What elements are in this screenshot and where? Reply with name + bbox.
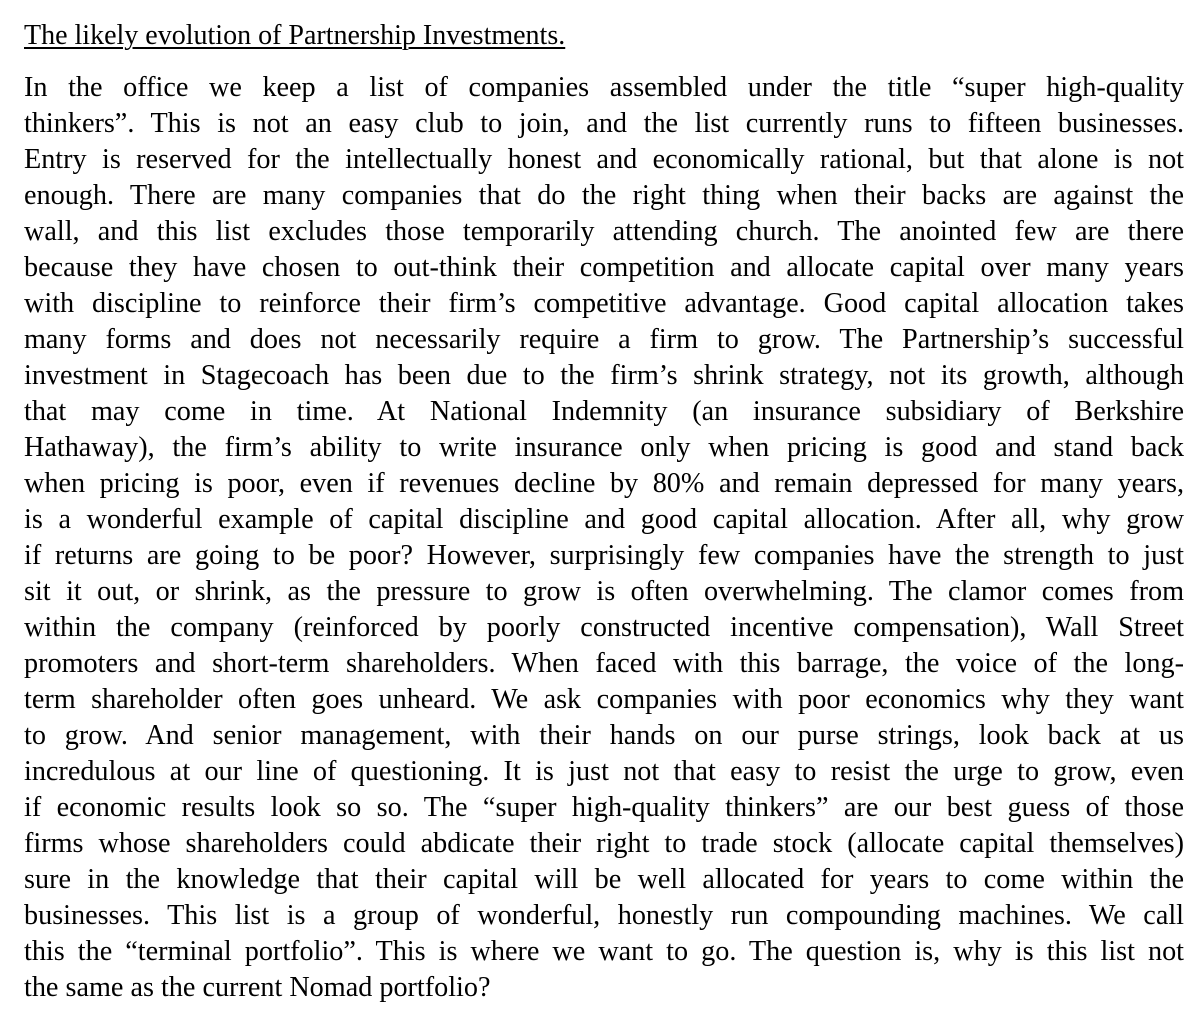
section-heading: The likely evolution of Partnership Investments. (24, 20, 566, 51)
paragraph-line: promoters and short-term shareholders. When faced with this barrage, the voice of the long- (24, 648, 1184, 679)
paragraph-line: Entry is reserved for the intellectually honest and economically rational, but that alone is not (24, 144, 1184, 175)
paragraph-line: Hathaway), the firm’s ability to write insurance only when pricing is good and stand back (24, 432, 1184, 463)
body-paragraph (24, 70, 1184, 1006)
paragraph-line: that may come in time. At National Indemnity (an insurance subsidiary of Berkshire (24, 396, 1184, 427)
paragraph-line: firms whose shareholders could abdicate their right to trade stock (allocate capital themselves) (24, 828, 1184, 859)
paragraph-line: when pricing is poor, even if revenues decline by 80% and remain depressed for many years, (24, 468, 1184, 499)
paragraph-line: because they have chosen to out-think their competition and allocate capital over many years (24, 252, 1184, 283)
paragraph-line: thinkers”. This is not an easy club to join, and the list currently runs to fifteen businesses. (24, 108, 1184, 139)
paragraph-line: to grow. And senior management, with their hands on our purse strings, look back at us (24, 720, 1184, 751)
paragraph-line: if returns are going to be poor? However, surprisingly few companies have the strength to just (24, 540, 1184, 571)
paragraph-line: within the company (reinforced by poorly constructed incentive compensation), Wall Street (24, 612, 1184, 643)
paragraph-line: the same as the current Nomad portfolio? (24, 972, 491, 1003)
paragraph-line: incredulous at our line of questioning. It is just not that easy to resist the urge to grow, even (24, 756, 1184, 787)
paragraph-line: sure in the knowledge that their capital will be well allocated for years to come within the (24, 864, 1184, 895)
paragraph-line: investment in Stagecoach has been due to the firm’s shrink strategy, not its growth, although (24, 360, 1184, 391)
paragraph-line: enough. There are many companies that do the right thing when their backs are against the (24, 180, 1184, 211)
paragraph-line: if economic results look so so. The “super high-quality thinkers” are our best guess of those (24, 792, 1184, 823)
paragraph-line: sit it out, or shrink, as the pressure to grow is often overwhelming. The clamor comes from (24, 576, 1184, 607)
paragraph-line: term shareholder often goes unheard. We ask companies with poor economics why they want (24, 684, 1184, 715)
document-page (24, 18, 1184, 1006)
paragraph-line: many forms and does not necessarily require a firm to grow. The Partnership’s successful (24, 324, 1184, 355)
paragraph-line: is a wonderful example of capital discipline and good capital allocation. After all, why grow (24, 504, 1184, 535)
paragraph-line: In the office we keep a list of companies assembled under the title “super high-quality (24, 72, 1184, 103)
paragraph-line: this the “terminal portfolio”. This is where we want to go. The question is, why is this list not (24, 936, 1184, 967)
paragraph-line: wall, and this list excludes those temporarily attending church. The anointed few are there (24, 216, 1184, 247)
paragraph-line: with discipline to reinforce their firm’s competitive advantage. Good capital allocation takes (24, 288, 1184, 319)
paragraph-line: businesses. This list is a group of wonderful, honestly run compounding machines. We call (24, 900, 1184, 931)
